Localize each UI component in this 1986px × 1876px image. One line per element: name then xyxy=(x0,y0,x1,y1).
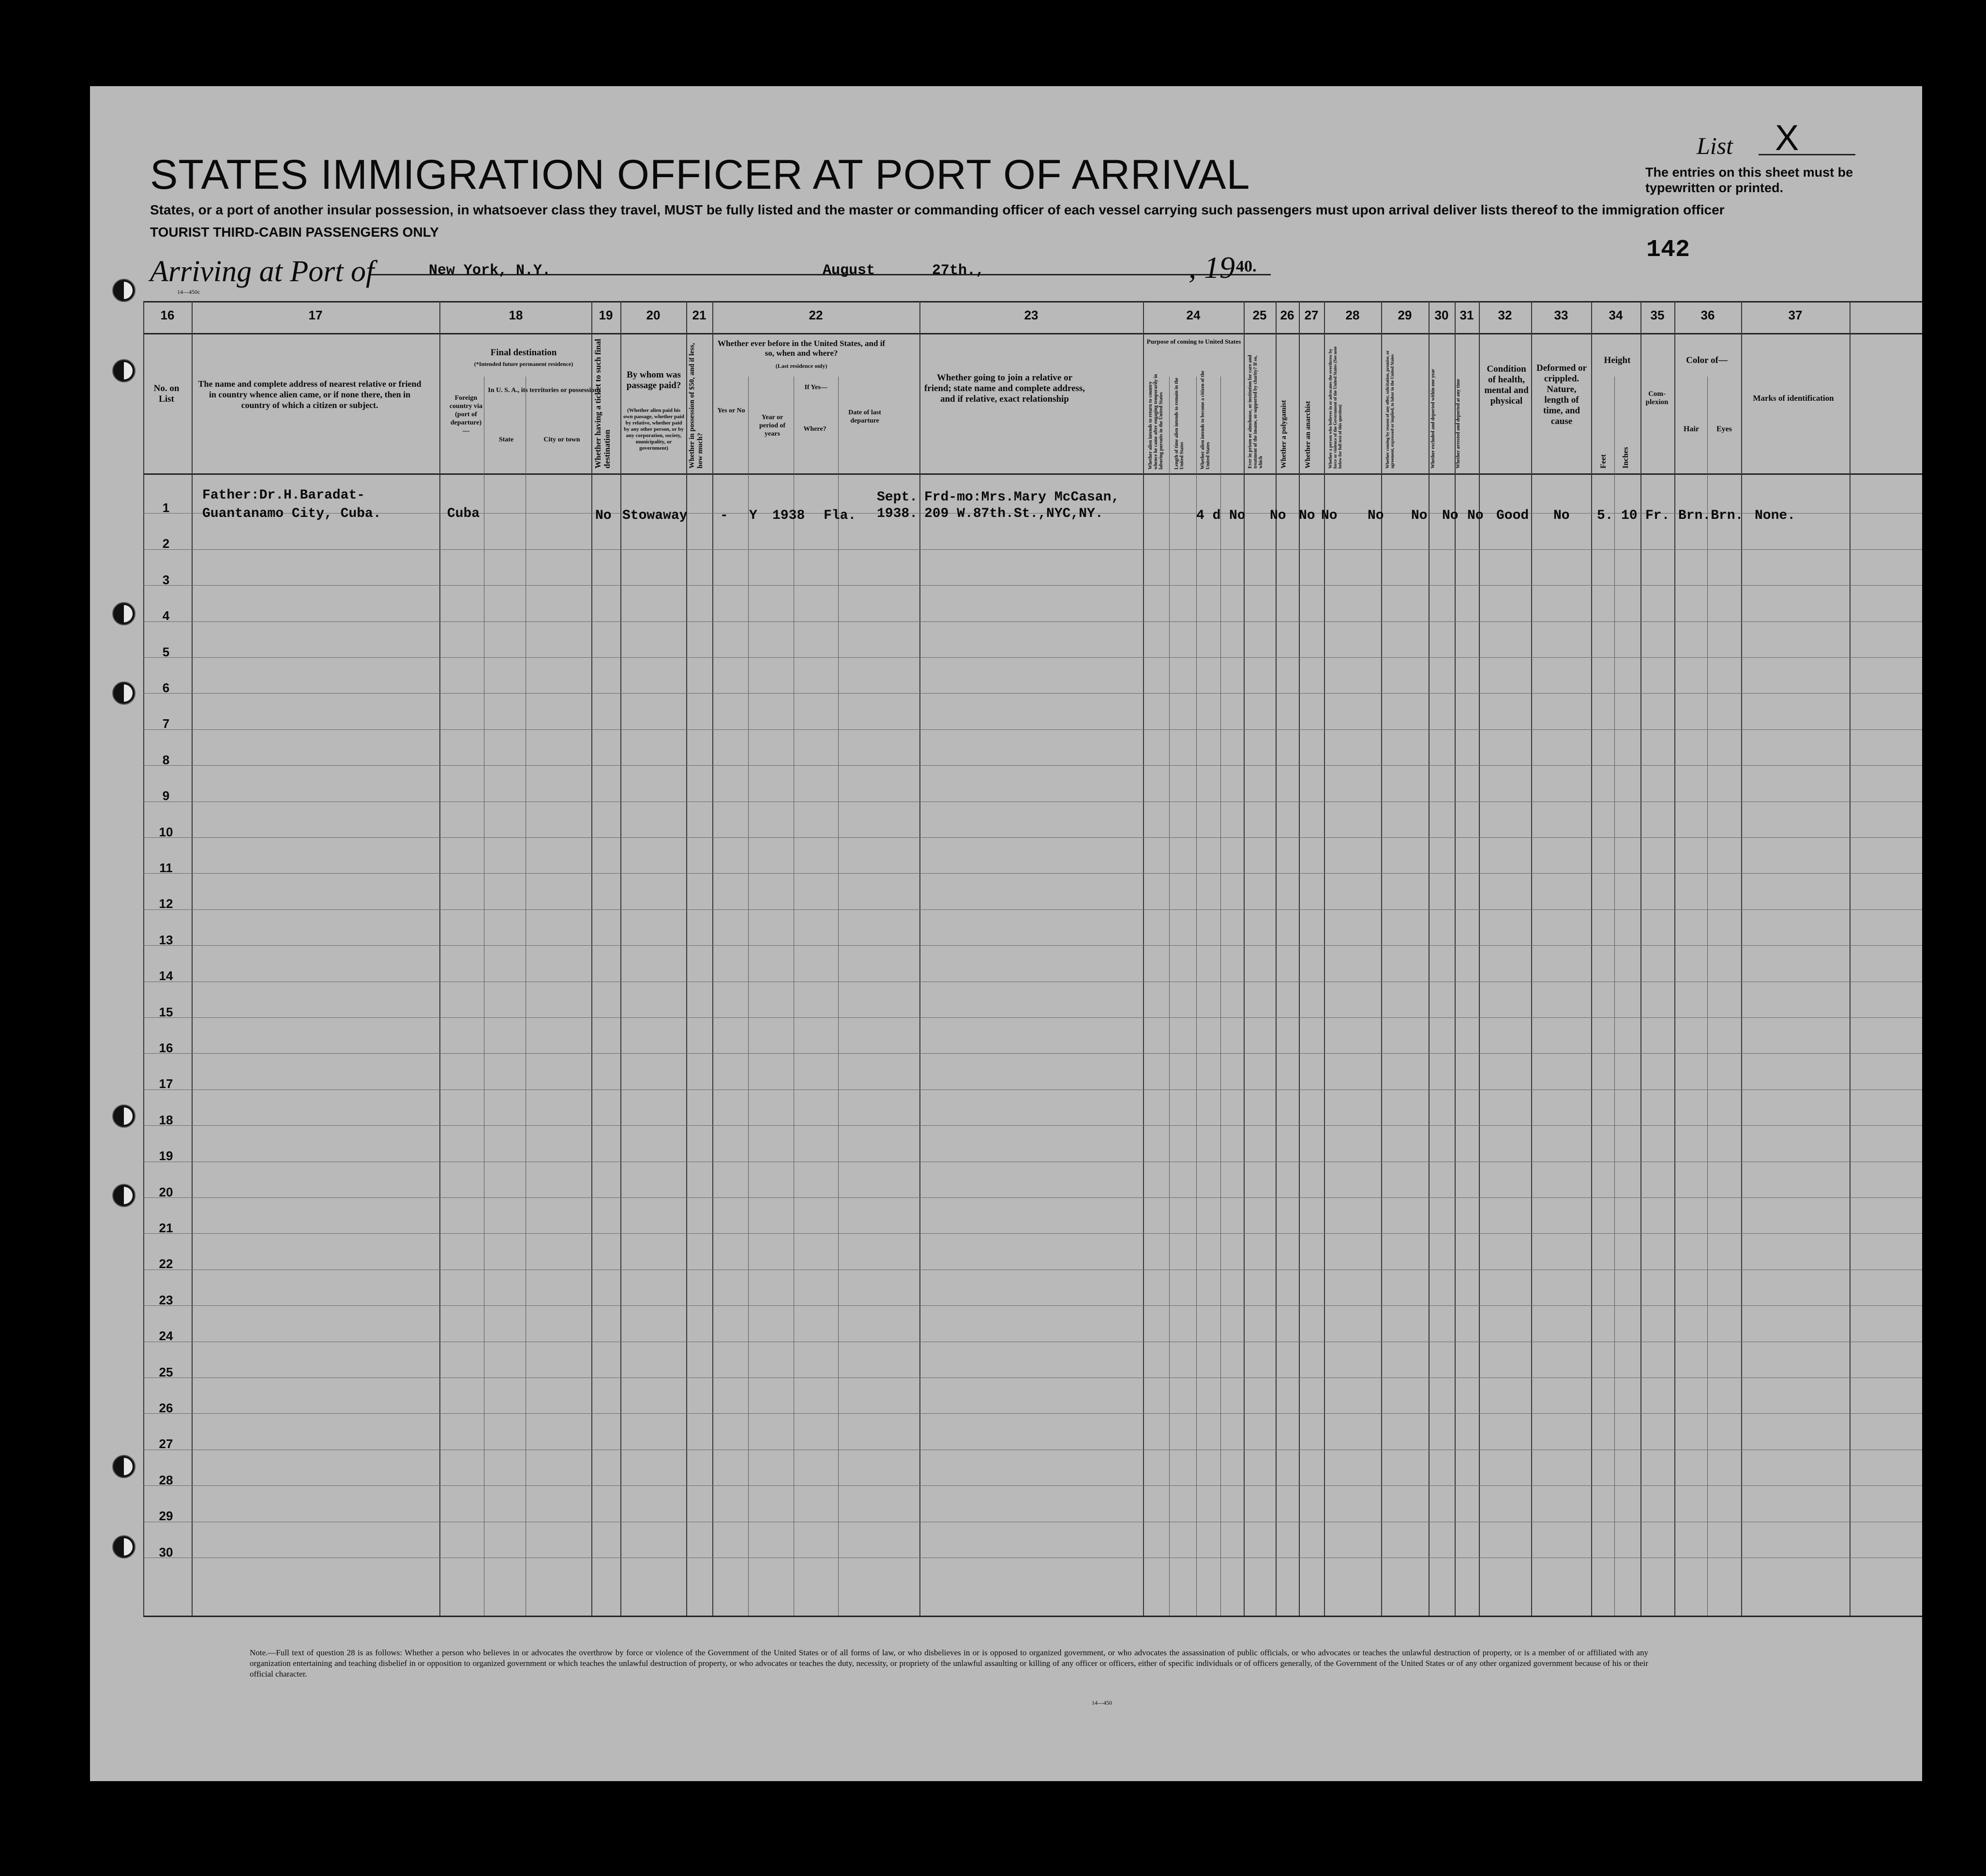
header-anarchist: Whether an anarchist xyxy=(1304,401,1312,469)
row-rule xyxy=(143,1053,1922,1054)
header-excluded: Whether excluded and deported within one year xyxy=(1430,369,1436,469)
column-divider xyxy=(1276,301,1277,1616)
header-inches: Inches xyxy=(1622,447,1630,469)
column-divider xyxy=(591,301,592,1616)
row-rule xyxy=(143,1377,1922,1378)
header-list-number: No. on List xyxy=(153,383,180,404)
row-number: 4 xyxy=(162,608,170,623)
column-number: 32 xyxy=(1498,308,1512,322)
header-final-destination-note: (*Intended future permanent residence) xyxy=(474,361,573,367)
row-number: 27 xyxy=(159,1437,173,1452)
header-where: Where? xyxy=(803,425,827,433)
column-divider xyxy=(1381,301,1382,1616)
row-rule xyxy=(143,1017,1922,1018)
footnote-form-code: 14—450 xyxy=(1092,1699,1112,1706)
column-number: 37 xyxy=(1788,308,1803,322)
column-number: 20 xyxy=(646,308,661,322)
header-ticket: Whether having a ticket to such final destination xyxy=(593,339,612,469)
port-value: New York, N.Y. xyxy=(429,262,551,279)
row-number: 6 xyxy=(162,681,170,695)
entry-ticket: No xyxy=(595,508,612,523)
column-divider xyxy=(919,301,920,1616)
header-purpose-citizen: Whether alien intends to become a citizen of the United States xyxy=(1200,370,1211,469)
row-number: 13 xyxy=(159,932,173,947)
header-purpose-return: Whether alien intends to return to country whence he came after engaging temporarily in laboring pursuits in the United States xyxy=(1148,374,1164,469)
entry-hair-eyes: Brn.Brn. xyxy=(1678,508,1744,523)
header-purpose: Purpose of coming to United States xyxy=(1146,338,1241,345)
row-number: 1 xyxy=(162,500,170,515)
entry-where: Fla. xyxy=(824,508,857,523)
header-final-destination: Final destination xyxy=(490,348,557,358)
entry-passage-paid: Stowaway xyxy=(622,508,688,523)
punch-hole-icon xyxy=(112,1104,135,1128)
column-divider xyxy=(1324,301,1325,1616)
header-height: Height xyxy=(1604,355,1631,365)
row-number: 21 xyxy=(159,1221,173,1235)
row-number: 5 xyxy=(162,644,170,659)
header-deformed: Deformed or crippled. Nature, length of time, and cause xyxy=(1536,363,1587,426)
row-number: 24 xyxy=(159,1329,173,1344)
column-number: 24 xyxy=(1186,308,1201,322)
row-number: 20 xyxy=(159,1184,173,1199)
entry-inches: 10 xyxy=(1621,508,1638,523)
punch-hole-icon xyxy=(112,1535,135,1558)
column-number: 25 xyxy=(1252,308,1267,322)
column-divider xyxy=(1455,301,1456,1616)
month-value: August xyxy=(823,262,875,279)
column-divider xyxy=(1479,301,1480,1616)
column-number: 31 xyxy=(1459,308,1474,322)
row-rule xyxy=(143,1089,1922,1090)
entry-relative-line1: Father:Dr.H.Baradat- xyxy=(202,488,365,503)
row-rule xyxy=(143,549,1922,550)
header-color: Color of— xyxy=(1686,355,1728,365)
row-rule xyxy=(143,1413,1922,1414)
footnote-question-28: Note.—Full text of question 28 is as follows: Whether a person who believes in or advocates the overthrow by force or violence of the Government of the United States or of all forms of law, or who disbelieves in or is opposed to organized government, or who advocates the assassination of public officials, or who advocates or teaches the unlawful destruction of property, or is a member of or affiliated with any organization entertaining and teaching disbelief in or opposition to organized government or which teaches the unlawful destruction of property, or who advocates or teaches the duty, necessity, or propriety of the unlawful assaulting or killing of any officer or officers, either of specific individuals or of officers generally, of the Government of the United States or of any other organized government because of his or their official character. xyxy=(250,1648,1648,1679)
entry-marks: None. xyxy=(1755,508,1796,523)
header-overthrow: Whether a person who believes in or advocates the overthrow by force or violence of the Government of the United States (See note below for full text of this question) xyxy=(1328,346,1342,469)
entry-join-line1: Frd-mo:Mrs.Mary McCasan, xyxy=(924,490,1120,505)
row-number: 11 xyxy=(159,861,173,875)
header-usa: In U. S. A., its territories or possessions xyxy=(488,387,601,394)
column-number: 35 xyxy=(1650,308,1665,322)
entry-overthrow: No xyxy=(1368,508,1384,523)
header-relative: The name and complete address of nearest relative or friend in country whence alien came, or if none there, then in country of which a citizen or subject. xyxy=(198,379,421,410)
row-number: 28 xyxy=(159,1472,173,1487)
header-purpose-length: Length of time alien intends to remain in the United States xyxy=(1174,378,1185,469)
header-complexion: Com-plexion xyxy=(1645,390,1669,406)
row-rule xyxy=(143,693,1922,694)
header-hair: Hair xyxy=(1684,425,1699,433)
row-number: 12 xyxy=(159,896,173,911)
row-rule xyxy=(143,1125,1922,1126)
list-underline xyxy=(1759,154,1855,155)
column-number: 28 xyxy=(1345,308,1360,322)
header-before-in-us: Whether ever before in the United States, and if so, when and where? xyxy=(717,339,886,358)
row-rule xyxy=(143,837,1922,838)
subtitle-class: TOURIST THIRD-CABIN PASSENGERS ONLY xyxy=(150,225,439,240)
column-divider xyxy=(1741,301,1742,1616)
column-number: 21 xyxy=(692,308,707,322)
entry-complexion: Fr. xyxy=(1645,508,1670,523)
day-value: 27th., xyxy=(932,262,985,279)
arriving-label: Arriving at Port of xyxy=(150,255,375,288)
sub-column-divider xyxy=(1169,377,1170,1616)
column-divider xyxy=(192,301,193,1616)
header-polygamist: Whether a polygamist xyxy=(1280,400,1288,469)
header-state: State xyxy=(498,436,514,443)
column-number: 18 xyxy=(509,308,523,322)
row-number: 30 xyxy=(159,1544,173,1559)
row-rule xyxy=(143,765,1922,766)
row-number: 19 xyxy=(159,1149,173,1164)
row-rule xyxy=(143,1485,1922,1486)
column-number: 22 xyxy=(809,308,823,322)
column-divider xyxy=(439,301,440,1616)
row-rule xyxy=(143,1233,1922,1234)
column-divider xyxy=(1143,301,1144,1616)
row-number: 9 xyxy=(162,788,170,803)
column-divider xyxy=(620,301,621,1616)
header-arrested: Whether arrested and deported at any time xyxy=(1456,378,1461,469)
header-before-note: (Last residence only) xyxy=(775,363,828,369)
header-bottom-border xyxy=(143,473,1922,475)
header-foreign-country: Foreign country via (port of departure)— xyxy=(449,394,483,435)
header-city: City or town xyxy=(543,436,580,443)
sub-column-divider xyxy=(838,377,839,1616)
sub-column-divider xyxy=(1196,377,1197,1616)
column-divider xyxy=(1674,301,1675,1616)
punch-hole-icon xyxy=(112,359,135,382)
column-number: 27 xyxy=(1304,308,1319,322)
column-divider xyxy=(1640,301,1641,1616)
sub-column-divider xyxy=(1707,377,1708,1616)
header-join-relative: Whether going to join a relative or friend; state name and complete address, and if relative, exact relationship xyxy=(924,373,1085,404)
row-number: 15 xyxy=(159,1004,173,1019)
row-number: 17 xyxy=(159,1076,173,1091)
entry-become-citizen: No xyxy=(1229,508,1246,523)
row-rule xyxy=(143,657,1922,658)
year-prefix: , 19 xyxy=(1189,250,1235,285)
entry-prison: No xyxy=(1270,508,1286,523)
subtitle: States, or a port of another insular possession, in whatsoever class they travel, MUST be fully listed and the master or commanding officer of each vessel carrying such passengers must upon arrival deliver lists thereof to the immigration officer xyxy=(150,202,1725,217)
header-if-yes: If Yes— xyxy=(804,384,828,391)
column-number: 17 xyxy=(308,308,323,322)
column-divider xyxy=(686,301,687,1616)
header-feet: Feet xyxy=(1599,454,1608,469)
row-rule xyxy=(143,621,1922,622)
row-number: 14 xyxy=(159,968,173,983)
year-suffix: 40. xyxy=(1236,257,1257,275)
punch-hole-icon xyxy=(112,681,135,705)
entry-feet: 5. xyxy=(1597,508,1613,523)
entry-relative-line2: Guantanamo City, Cuba. xyxy=(202,506,381,521)
column-number: 30 xyxy=(1434,308,1449,322)
entry-foreign-country: Cuba xyxy=(447,506,480,521)
column-divider xyxy=(1531,301,1532,1616)
entry-health: Good xyxy=(1496,508,1529,523)
column-number: 19 xyxy=(599,308,613,322)
header-passage-paid: By whom was passage paid? xyxy=(626,370,681,391)
column-number: 29 xyxy=(1398,308,1412,322)
header-departure: Date of last departure xyxy=(848,409,881,424)
column-divider xyxy=(1299,301,1300,1616)
column-divider xyxy=(1591,301,1592,1616)
punch-hole-icon xyxy=(112,602,135,625)
column-number: 36 xyxy=(1700,308,1715,322)
entry-polygamist: No xyxy=(1299,508,1315,523)
row-rule xyxy=(143,1305,1922,1306)
header-year: Year or period of years xyxy=(759,414,786,438)
entry-departure-line2: 1938. xyxy=(877,506,918,521)
entry-labor-offer: No xyxy=(1411,508,1428,523)
table-bottom-border xyxy=(143,1616,1922,1617)
row-number: 26 xyxy=(159,1401,173,1415)
row-rule xyxy=(143,1197,1922,1198)
list-label: List xyxy=(1697,132,1733,159)
entries-note: The entries on this sheet must be typewritten or printed. xyxy=(1645,165,1853,195)
header-health: Condition of health, mental and physical xyxy=(1484,364,1529,406)
column-number: 34 xyxy=(1609,308,1623,322)
row-number: 18 xyxy=(159,1112,173,1127)
row-number: 8 xyxy=(162,752,170,767)
entry-money: - xyxy=(720,508,728,523)
row-rule xyxy=(143,729,1922,730)
header-passage-paid-note: (Whether alien paid his own passage, whether paid by relative, whether paid by any other person, or by any corporation, society, municipality, or government) xyxy=(623,408,684,451)
entry-deformed: No xyxy=(1553,508,1570,523)
row-number: 22 xyxy=(159,1256,173,1271)
punch-hole-icon xyxy=(112,1184,135,1207)
entry-before-in-us: Y xyxy=(749,508,757,523)
column-number: 26 xyxy=(1280,308,1294,322)
row-rule xyxy=(143,909,1922,910)
row-number: 29 xyxy=(159,1509,173,1524)
header-prison: Ever in prison or almshouse, or institution for care and treatment of the insane, or supported by charity? If so, which xyxy=(1248,355,1264,469)
sheet-number: 142 xyxy=(1646,236,1690,264)
punch-hole-icon xyxy=(112,279,135,302)
column-divider xyxy=(143,301,144,1616)
table-top-border xyxy=(143,301,1922,303)
entry-departure-line1: Sept. xyxy=(877,490,918,505)
column-number: 16 xyxy=(160,308,175,322)
punch-hole-icon xyxy=(112,1455,135,1478)
row-number: 23 xyxy=(159,1292,173,1307)
form-code: 14—450c xyxy=(177,288,200,295)
sub-column-divider xyxy=(748,377,749,1616)
column-divider xyxy=(712,301,713,1616)
column-divider xyxy=(1850,301,1851,1616)
row-number: 16 xyxy=(159,1041,173,1055)
column-number: 33 xyxy=(1554,308,1568,322)
header-labor-offer: Whether coming by reason of any offer, solicitation, promise, or agreement, expressed or implied, to labor in the United States xyxy=(1385,350,1395,469)
sub-column-divider xyxy=(1614,377,1615,1616)
header-yes-no: Yes or No xyxy=(717,407,745,414)
row-rule xyxy=(143,585,1922,586)
row-number: 10 xyxy=(159,824,173,839)
column-number: 23 xyxy=(1024,308,1038,322)
entry-excluded: No xyxy=(1442,508,1459,523)
sub-column-divider xyxy=(1220,377,1221,1616)
manifest-sheet xyxy=(90,86,1922,1781)
row-number: 3 xyxy=(162,572,170,587)
list-value: X xyxy=(1775,118,1799,158)
entry-year: 1938 xyxy=(772,508,805,523)
row-number: 2 xyxy=(162,536,170,551)
entry-anarchist: No xyxy=(1321,508,1338,523)
entry-join-line2: 209 W.87th.St.,NYC,NY. xyxy=(924,506,1103,521)
row-number: 25 xyxy=(159,1364,173,1379)
row-number: 7 xyxy=(162,716,170,731)
column-number-border xyxy=(143,333,1922,334)
header-marks: Marks of identification xyxy=(1753,393,1834,403)
header-money: Whether in possession of $50, and if less, how much? xyxy=(688,343,704,469)
entry-arrested: No xyxy=(1467,508,1484,523)
row-rule xyxy=(143,873,1922,874)
column-divider xyxy=(1244,301,1245,1616)
header-eyes: Eyes xyxy=(1716,425,1732,433)
page-title: STATES IMMIGRATION OFFICER AT PORT OF ARRIVAL xyxy=(150,151,1250,198)
row-rule xyxy=(143,945,1922,946)
entry-length-of-stay: 4 d xyxy=(1196,508,1221,523)
